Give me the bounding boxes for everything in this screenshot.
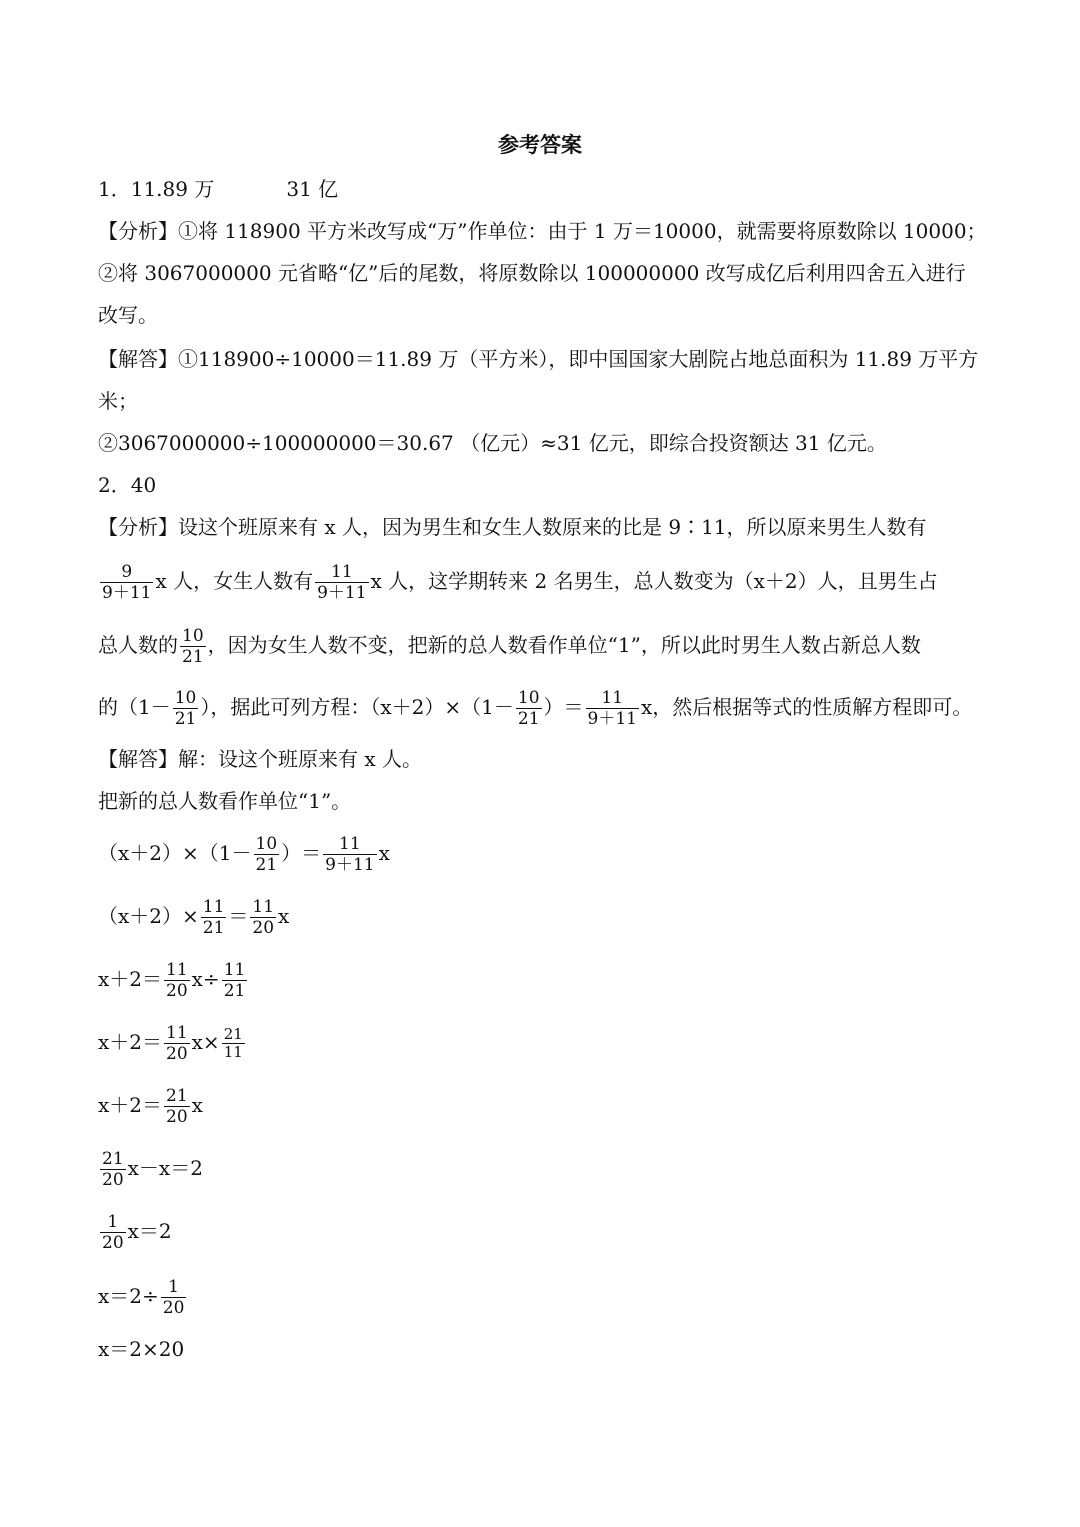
q1-analysis-line-2: ②将 3067000000 元省略“亿”后的尾数，将原数除以 100000000 改写成亿后利用四舍五入进行	[98, 261, 966, 285]
fraction: $\frac{1}{20}$	[162, 1277, 185, 1318]
fraction: $\frac{11}{9+11}$	[325, 834, 375, 875]
fraction: $\frac{11}{20}$	[166, 1023, 188, 1064]
q1-answer-line	[98, 172, 998, 206]
fraction: $\frac{1}{20}$	[102, 1212, 124, 1253]
q2-analysis-line-2: $\frac{9}{9+11}$ x 人，女生人数有 $\frac{11}{9+11}$ x 人，这学期转来 2 名男生，总人数变为（x＋2）人，且男生占	[102, 562, 938, 603]
q2-analysis-line-3: 总人数的 $\frac{10}{21}$ ，因为女生人数不变，把新的总人数看作单位“1”，所以此时男生人数占新总人数	[98, 626, 921, 667]
fraction: $\frac{10}{21}$	[255, 834, 278, 875]
equation-step-1: （x＋2）×（1－ $\frac{10}{21}$ ）＝ $\frac{11}{9+11}$ x	[98, 834, 390, 875]
fraction: $\frac{21}{20}$	[166, 1086, 188, 1127]
fraction: $\frac{11}{9+11}$	[587, 688, 637, 729]
q2-solution-line-2: 把新的总人数看作单位“1”。	[98, 789, 352, 813]
equation-step-8: x＝2÷ $\frac{1}{20}$	[98, 1277, 185, 1318]
q1-analysis-line-1: 【分析】①将 118900 平方米改写成“万”作单位：由于 1 万＝10000，就需要将原数除以 10000；	[98, 219, 987, 243]
q2-answer-line: 2．40	[98, 473, 157, 497]
equation-step-7: $\frac{1}{20}$ x＝2	[102, 1212, 172, 1253]
fraction: $\frac{21}{11}$	[223, 1025, 243, 1061]
q2-solution-line-1: 【解答】解：设这个班原来有 x 人。	[98, 747, 422, 771]
fraction: $\frac{11}{20}$	[166, 960, 188, 1001]
q1-solution-line-1: 【解答】①118900÷10000＝11.89 万（平方米），即中国国家大剧院占地总面积为 11.89 万平方	[98, 347, 979, 371]
fraction: $\frac{11}{9+11}$	[317, 562, 367, 603]
equation-step-2: （x＋2）× $\frac{11}{21}$ ＝ $\frac{11}{20}$ x	[98, 897, 290, 938]
q1-answer-b: 31 亿	[286, 177, 339, 201]
fraction: $\frac{10}{21}$	[182, 626, 204, 667]
q1-answer-a: 11.89 万	[130, 177, 215, 201]
equation-step-6: $\frac{21}{20}$ x－x＝2	[102, 1149, 203, 1190]
fraction: $\frac{11}{21}$	[202, 897, 225, 938]
q1-solution-line-2: 米；	[98, 389, 138, 413]
q1-label: 1．	[98, 177, 131, 201]
q1-analysis-line-3: 改写。	[98, 303, 158, 327]
q2-analysis-line-4: 的（1－ $\frac{10}{21}$ ），据此可列方程：（x＋2）×（1－ $\frac{10}{21}$ ）＝ $\frac{11}{9+11}$ x，然后根据等式的性质解方程即可。	[98, 688, 973, 729]
equation-step-5: x＋2＝ $\frac{21}{20}$ x	[98, 1086, 203, 1127]
page-title: 参考答案	[498, 132, 582, 157]
equation-step-4: x＋2＝ $\frac{11}{20}$ x× $\frac{21}{11}$	[98, 1023, 243, 1064]
fraction: $\frac{11}{21}$	[223, 960, 246, 1001]
equation-step-9: x＝2×20	[98, 1337, 185, 1361]
fraction: $\frac{21}{20}$	[102, 1149, 124, 1190]
fraction: $\frac{10}{21}$	[517, 688, 540, 729]
q2-analysis-line-1: 【分析】设这个班原来有 x 人，因为男生和女生人数原来的比是 9∶11，所以原来男生人数有	[98, 515, 927, 539]
q1-solution-line-3: ②3067000000÷100000000＝30.67 （亿元）≈31 亿元，即综合投资额达 31 亿元。	[98, 431, 887, 455]
equation-step-3: x＋2＝ $\frac{11}{20}$ x÷ $\frac{11}{21}$	[98, 960, 246, 1001]
fraction: $\frac{10}{21}$	[174, 688, 197, 729]
fraction: $\frac{11}{20}$	[252, 897, 275, 938]
fraction: $\frac{9}{9+11}$	[102, 562, 152, 603]
